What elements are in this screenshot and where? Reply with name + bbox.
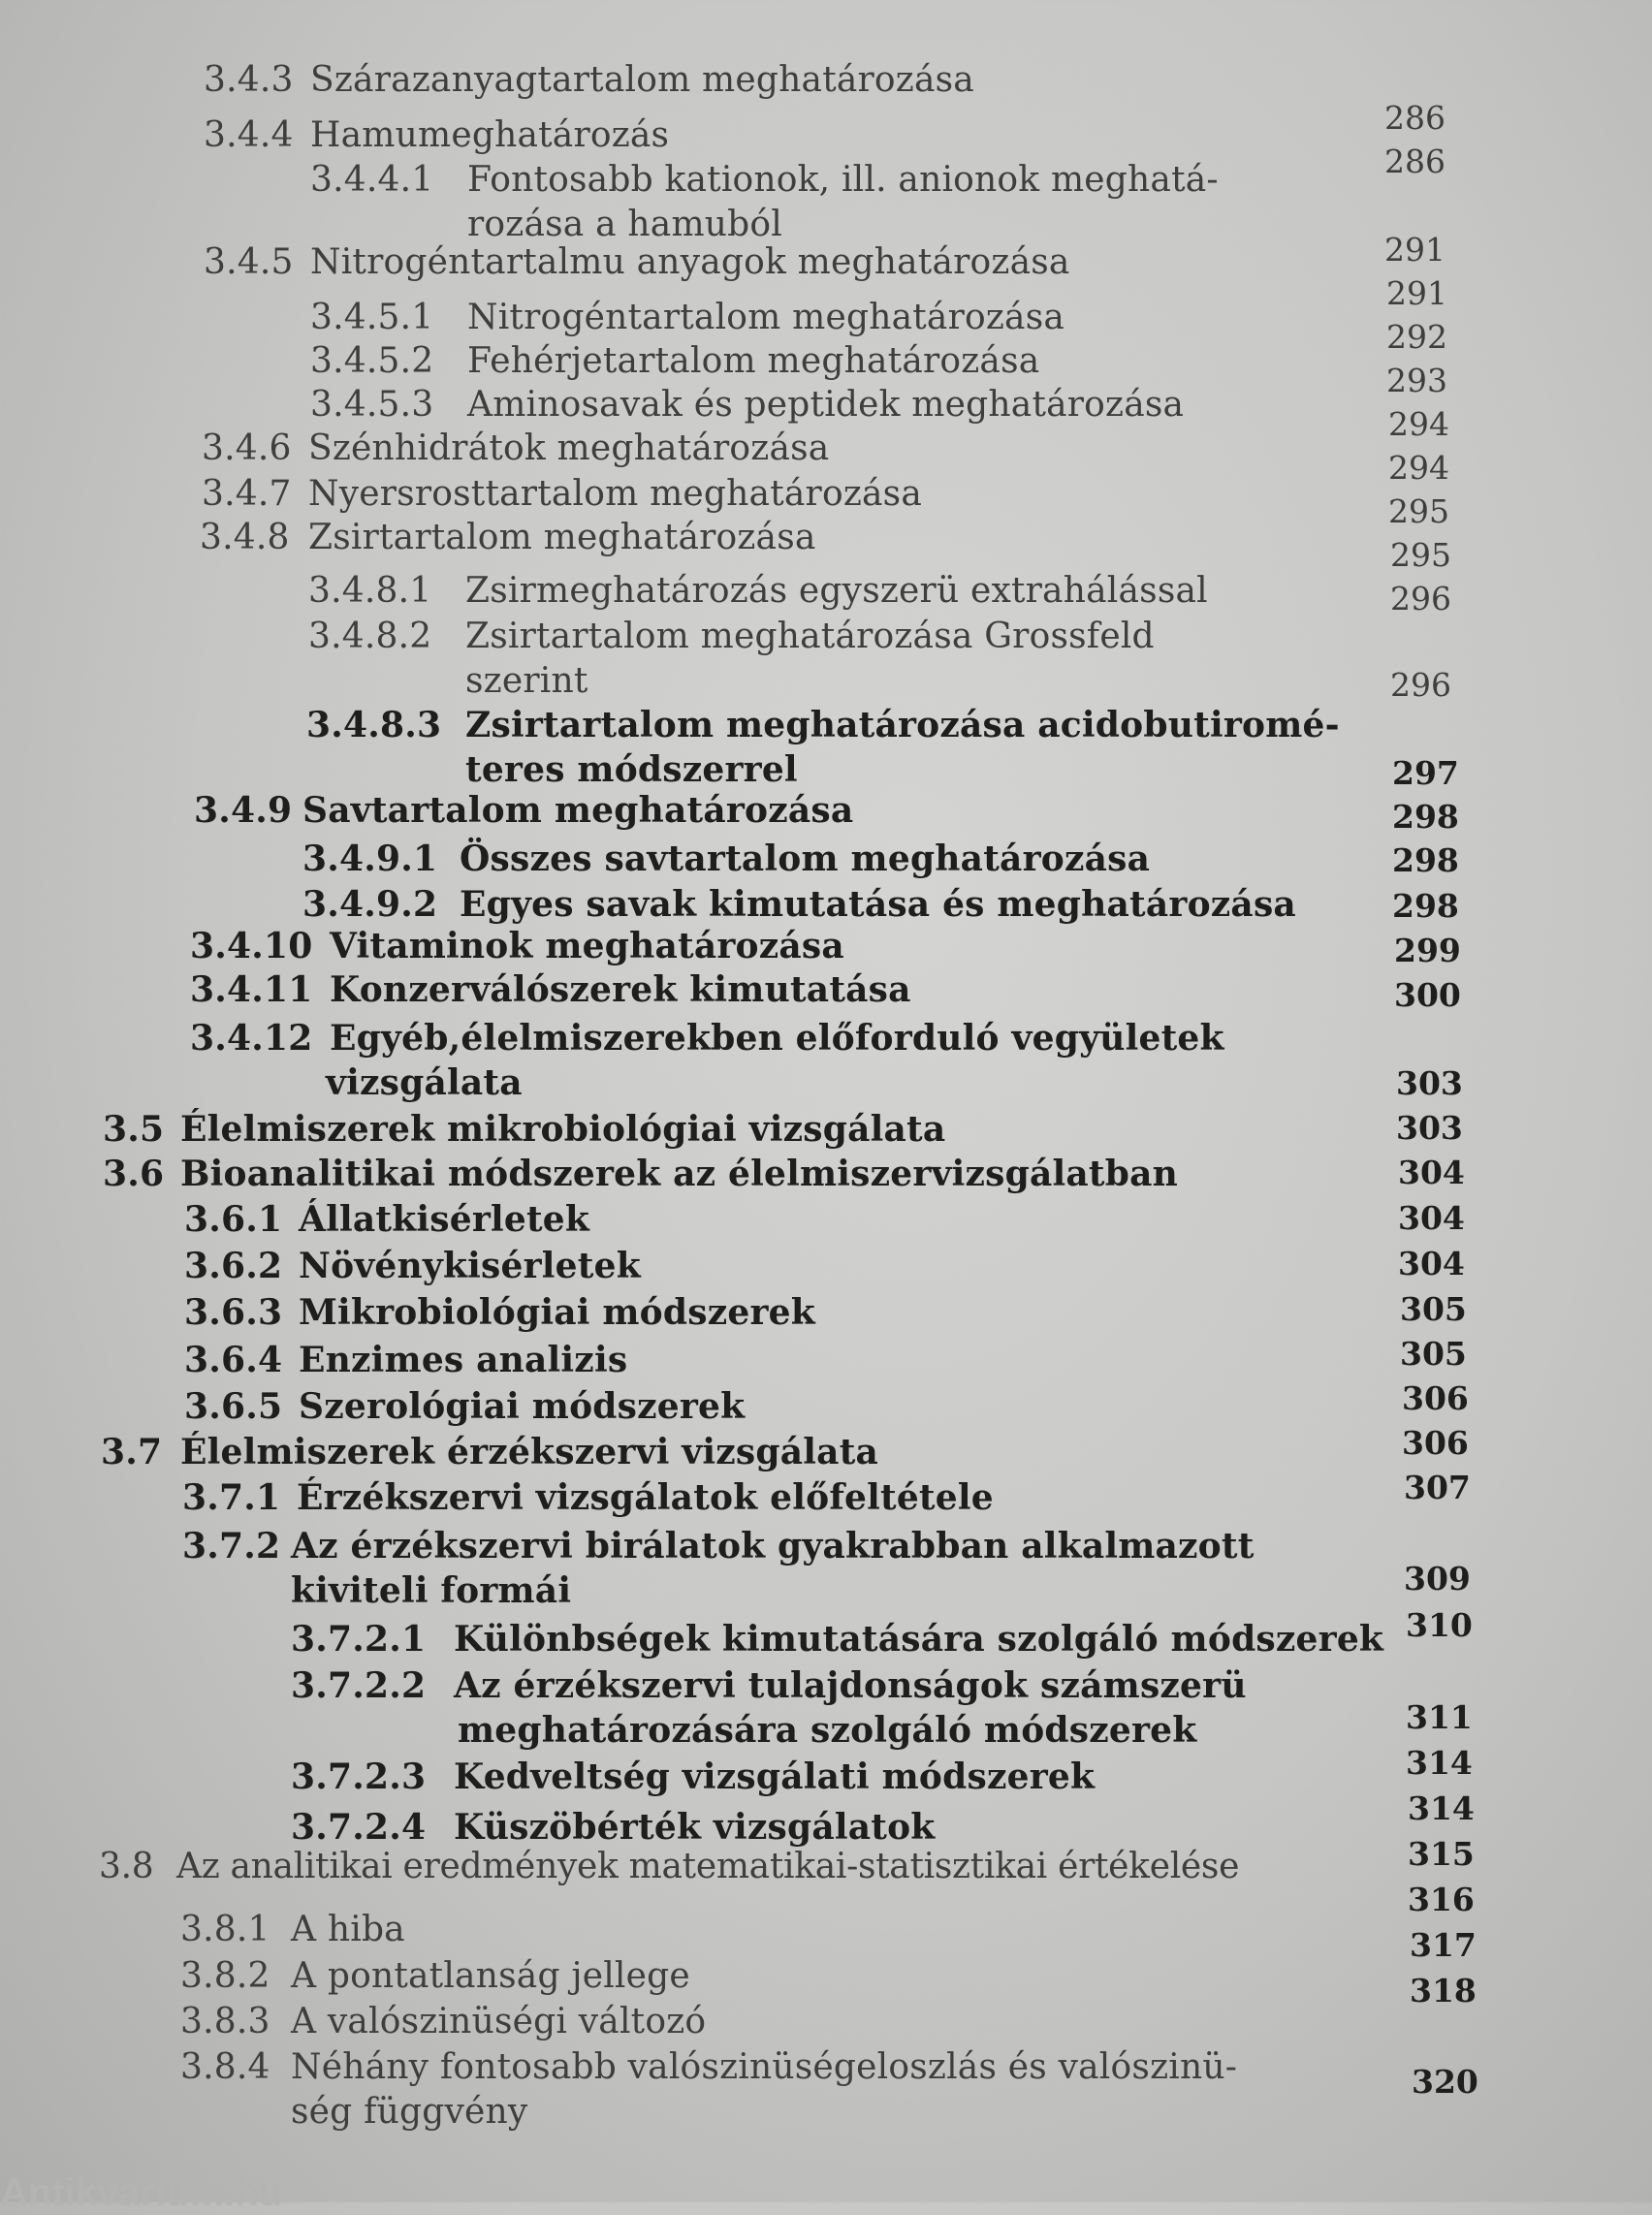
toc-page-number: 298 [1392, 841, 1459, 879]
toc-entry [182, 1524, 1255, 1611]
toc-entry-number: 3.8.3 [180, 2002, 270, 2041]
toc-entry [180, 1908, 405, 1952]
toc-entry-number: 3.7.2.4 [291, 1807, 427, 1848]
toc-entry-number: 3.4.5.1 [310, 298, 434, 337]
toc-entry [190, 1016, 1224, 1103]
toc-entry-title: Hamumeghatározás [310, 115, 670, 155]
toc-page-number: 298 [1392, 887, 1459, 925]
toc-entry [180, 2000, 706, 2044]
toc-entry [310, 383, 1184, 427]
toc-entry [310, 339, 1039, 384]
toc-entry-number: 3.4.9 [194, 790, 293, 831]
toc-entry [204, 58, 974, 103]
toc-entry-number: 3.5 [103, 1109, 165, 1150]
toc-entry-title: Enzimes analizis [299, 1340, 628, 1380]
toc-entry-title: Zsirtartalom meghatározása [308, 518, 816, 557]
toc-entry-title-continuation: szerint [465, 661, 588, 701]
toc-entry-title-continuation: teres módszerrel [465, 749, 798, 790]
toc-entry [291, 1617, 1383, 1661]
toc-page-number: 306 [1402, 1424, 1469, 1462]
toc-entry [184, 1197, 589, 1242]
toc-entry-title: Összes savtartalom meghatározása [460, 839, 1151, 879]
toc-page-number: 293 [1386, 362, 1447, 399]
toc-entry-number: 3.6.1 [184, 1199, 283, 1240]
toc-page-number: 305 [1400, 1290, 1467, 1328]
toc-entry [291, 1755, 1095, 1799]
toc-entry-title: Élelmiszerek mikrobiológiai vizsgálata [180, 1109, 946, 1150]
toc-entry [202, 427, 829, 471]
toc-entry-number: 3.4.6 [202, 428, 292, 468]
toc-entry-number: 3.4.5.2 [310, 341, 434, 381]
toc-entry-title: Küszöbérték vizsgálatok [454, 1807, 936, 1848]
toc-entry-title: A valószinüségi változó [291, 2002, 707, 2041]
toc-page-number: 303 [1396, 1064, 1463, 1102]
toc-page-number: 286 [1384, 142, 1446, 180]
toc-entry [190, 967, 911, 1012]
toc-entry-title: Egyéb,élelmiszerekben előforduló vegyületek [330, 1018, 1224, 1059]
toc-page-number: 296 [1390, 580, 1451, 617]
toc-entry [99, 1845, 1239, 1889]
toc-entry-title: Érzékszervi vizsgálatok előfeltétele [297, 1477, 994, 1518]
toc-entry-title: Nyersrosttartalom meghatározása [308, 474, 923, 514]
toc-entry-number: 3.6.3 [184, 1292, 283, 1333]
toc-entry-title: Nitrogéntartalmu anyagok meghatározása [310, 242, 1070, 282]
toc-entry-title: Néhány fontosabb valószinüségeloszlás és valószinü- [291, 2047, 1238, 2087]
toc-entry-title: Aminosavak és peptidek meghatározása [467, 385, 1185, 425]
toc-page-number: 291 [1386, 274, 1447, 312]
toc-entry-title: Szerológiai módszerek [299, 1386, 746, 1427]
toc-page-number: 311 [1406, 1698, 1473, 1736]
toc-entry-number: 3.7.1 [182, 1477, 281, 1518]
toc-entry [180, 2045, 1238, 2132]
toc-entry-number: 3.4.5 [204, 242, 294, 282]
toc-entry [302, 882, 1296, 927]
toc-entry-title: Az analitikai eredmények matematikai-statisztikai értékelése [176, 1847, 1240, 1886]
toc-entry-number: 3.7.2.1 [291, 1619, 427, 1660]
toc-entry-title-continuation: meghatározására szolgáló módszerek [458, 1710, 1197, 1751]
toc-entry-number: 3.4.8.2 [308, 617, 432, 656]
toc-entry [184, 1384, 745, 1429]
toc-entry-number: 3.4.5.3 [310, 385, 434, 425]
toc-page-number: 297 [1392, 754, 1459, 792]
toc-entry-title: A hiba [291, 1910, 405, 1949]
toc-entry-title: Szárazanyagtartalom meghatározása [310, 60, 974, 100]
toc-entry [190, 924, 844, 968]
toc-entry-number: 3.4.4.1 [310, 160, 434, 200]
toc-entry-number: 3.8.1 [180, 1910, 270, 1949]
toc-page-number: 295 [1390, 536, 1451, 574]
toc-page-number: 304 [1398, 1154, 1465, 1191]
toc-entry-title: Fehérjetartalom meghatározása [467, 341, 1040, 381]
toc-page-number: 299 [1394, 932, 1461, 969]
toc-page-number: 291 [1384, 231, 1446, 269]
toc-entry-title: Zsirtartalom meghatározása Grossfeld [465, 617, 1155, 656]
toc-page-number: 307 [1404, 1469, 1471, 1506]
toc-page-number: 294 [1388, 449, 1449, 487]
toc-page-number: 305 [1400, 1335, 1467, 1373]
toc-entry [202, 472, 922, 517]
toc-entry-title: Állatkisérletek [299, 1199, 590, 1240]
toc-entry-title: Különbségek kimutatására szolgáló módszerek [454, 1619, 1384, 1660]
toc-entry-title-continuation: kiviteli formái [291, 1570, 572, 1611]
toc-entry-number: 3.8 [99, 1847, 154, 1886]
toc-entry-number: 3.4.3 [204, 60, 294, 100]
toc-entry-number: 3.4.8 [200, 518, 290, 557]
toc-page-number: 317 [1410, 1926, 1477, 1964]
toc-entry-number: 3.4.9.1 [302, 839, 438, 879]
toc-page-number: 318 [1410, 1972, 1477, 2009]
toc-entry-title: Az érzékszervi birálatok gyakrabban alkalmazott [291, 1526, 1255, 1566]
toc-entry-title: Vitaminok meghatározása [330, 926, 844, 966]
toc-page-number: 316 [1408, 1881, 1475, 1918]
toc-page-number: 314 [1406, 1744, 1473, 1782]
toc-entry-number: 3.6 [103, 1154, 165, 1194]
toc-entry [101, 1430, 878, 1474]
toc-entry-title-continuation: vizsgálata [326, 1062, 523, 1103]
toc-entry-title: Fontosabb kationok, ill. anionok meghatá- [467, 160, 1219, 200]
toc-entry-number: 3.7 [101, 1432, 163, 1472]
toc-entry [306, 703, 1340, 790]
toc-entry [184, 1338, 627, 1382]
toc-entry-title: Élelmiszerek érzékszervi vizsgálata [180, 1432, 879, 1472]
toc-entry [180, 1954, 690, 1999]
toc-page-number: 309 [1404, 1560, 1471, 1598]
toc-entry-number: 3.8.4 [180, 2047, 270, 2087]
toc-entry-title: Konzerválószerek kimutatása [330, 969, 911, 1010]
toc-entry-number: 3.6.2 [184, 1246, 283, 1286]
toc-entry-number: 3.4.7 [202, 474, 292, 514]
toc-entry-title: Zsirtartalom meghatározása acidobutiromé- [465, 705, 1340, 745]
toc-page-number: 315 [1408, 1835, 1475, 1873]
toc-entry-title: A pontatlanság jellege [291, 1956, 690, 1996]
toc-page-number: 300 [1394, 976, 1461, 1014]
toc-entry [308, 569, 1208, 614]
toc-entry-title: Az érzékszervi tulajdonságok számszerü [454, 1665, 1247, 1706]
toc-entry [310, 296, 1064, 340]
toc-page-number: 298 [1392, 798, 1459, 836]
toc-page-number: 304 [1398, 1245, 1465, 1282]
toc-entry-title: Bioanalitikai módszerek az élelmiszervizsgálatban [180, 1154, 1179, 1194]
toc-entry [302, 837, 1150, 881]
toc-entry-number: 3.4.8.3 [306, 705, 442, 745]
toc-entry-title: Zsirmeghatározás egyszerü extrahálással [465, 571, 1208, 611]
toc-page-number: 303 [1396, 1109, 1463, 1147]
toc-entry-title: Mikrobiológiai módszerek [299, 1292, 815, 1333]
toc-page-number: 294 [1388, 405, 1449, 443]
toc-entry-title: Kedveltség vizsgálati módszerek [454, 1756, 1096, 1797]
toc-entry-title-continuation: rozása a hamuból [467, 205, 783, 244]
toc-entry-title: Savtartalom meghatározása [302, 790, 854, 831]
toc-entry-title: Növénykisérletek [299, 1246, 641, 1286]
toc-page-number: 296 [1390, 666, 1451, 704]
toc-entry-number: 3.7.2.2 [291, 1665, 427, 1706]
toc-entry [204, 113, 669, 158]
toc-entry-number: 3.7.2.3 [291, 1756, 427, 1797]
watermark: Antikvarium.hu [0, 2171, 283, 2214]
toc-entry-number: 3.4.10 [190, 926, 313, 966]
toc-page-number: 304 [1398, 1199, 1465, 1237]
toc-page-number: 314 [1408, 1789, 1475, 1827]
toc-entry-number: 3.4.11 [190, 969, 313, 1010]
toc-entry-title: Nitrogéntartalom meghatározása [467, 298, 1065, 337]
toc-entry-number: 3.6.4 [184, 1340, 283, 1380]
toc-entry [184, 1244, 641, 1288]
toc-entry [204, 240, 1070, 285]
toc-entry-number: 3.4.8.1 [308, 571, 432, 611]
toc-entry [291, 1663, 1247, 1751]
toc-entry-number: 3.6.5 [184, 1386, 283, 1427]
toc-entry [200, 516, 816, 560]
toc-entry [103, 1107, 945, 1152]
toc-entry-number: 3.4.4 [204, 115, 294, 155]
toc-entry [194, 788, 853, 833]
toc-entry-title: Szénhidrátok meghatározása [308, 428, 830, 468]
toc-entry [308, 615, 1155, 701]
toc-page-number: 292 [1386, 318, 1447, 356]
toc-page-number: 295 [1388, 492, 1449, 530]
toc-entry [310, 158, 1219, 244]
toc-entry [182, 1475, 994, 1520]
toc-entry-number: 3.4.9.2 [302, 884, 438, 925]
toc-page-number: 310 [1406, 1606, 1473, 1644]
toc-page-number: 286 [1384, 99, 1446, 137]
toc-page-number: 306 [1402, 1379, 1469, 1417]
toc-page-number: 320 [1412, 2063, 1478, 2101]
toc-entry [103, 1152, 1178, 1196]
toc-entry-number: 3.8.2 [180, 1956, 270, 1996]
toc-entry-title-continuation: ség függvény [291, 2092, 528, 2132]
toc-entry [184, 1290, 815, 1335]
toc-entry-number: 3.4.12 [190, 1018, 313, 1059]
toc-entry [291, 1805, 935, 1850]
toc-entry-title: Egyes savak kimutatása és meghatározása [460, 884, 1296, 925]
toc-entry-number: 3.7.2 [182, 1526, 281, 1566]
